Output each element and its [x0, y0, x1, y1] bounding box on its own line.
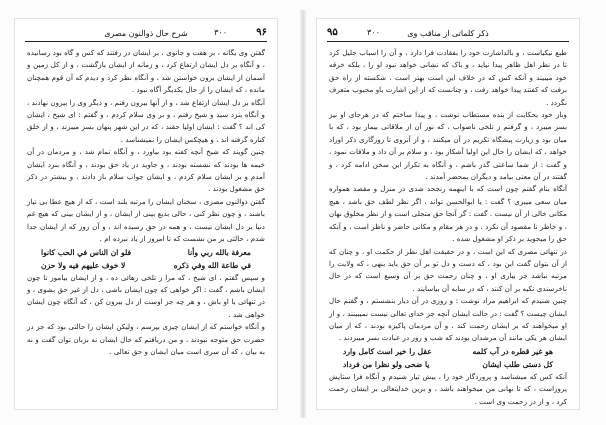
left-page [14, 18, 278, 410]
right-verse-1 [329, 345, 567, 358]
right-verse-2 [329, 358, 567, 371]
right-page [316, 18, 580, 410]
right-paragraph-5: چنین شنیدم که ابراهیم مراد نوشت : و روزی در آن دیار بنشستم ، و گفتم حال ایشان چیست ؟ گفت : در حالت ایشان آنچه جز خدای تعالی نیست نمیبینند ، و از او میخواهند که بر ایشان رحمت کند ، و آن مردمان پاکیزه بودند ، که از میان ایشان هر یکی مانند آن مرشدان بودند که شب و روز در عبادت بسر میبردند . [329, 296, 567, 343]
left-paragraph-5: و سپس گفتم ، ای شیخ ، که مرا ز تلخی رهائی ده ، و از ایشان بیاموز تا چون ایشان باشم ، گفت : اگر خواهی که چون ایشان باشی ، دل از غیر حق بشوی ، و در تنهائی با او باش ، و هر چه جز اوست از دل بیرون کن ، که آنگاه چون ایشان خواهی شد . [27, 272, 265, 319]
right-page-header [327, 27, 569, 42]
right-paragraph-2: وباز خود بحکایت از بنده مستطاب نوشت ، و پیدا ساختم که در هرجای او نیز بسر میبرد ، و گرفتم ز تلخی ناصواب ، که نور آن از ملاقاتی بیمار بود ، که با میان بود و زیارت پیشگاه تکریم در آن میکنند ، و از آنروی تا روزگاری ذکر اوراد خواهد ، که ایشان را حال این اولیا آشکار بود ، و سلام بر آن داد و ملاقات نمود ، و گفت : از شما ساعتی گذر باشم ، و آنگاه به تکرار این سخن ادامه کرد ، و گفتند در آن معنی بیامد و دیگران بمحضر آمدند . [329, 110, 567, 182]
book-gutter [300, 10, 306, 418]
left-paragraph-1: گفتن وی یگانه ، بر هفت و جانوی ، بر ایشان در رفتند که کس و گاه بود رسانیده ، و آنگاه بر دل ایشان ارتفاع کرد ، و زمانه از ایشان بازگشت ، و از کل زمین و آسمان از ایشان برون خواستن شد ، و آنگاه نظر کرد و دیدم که آن قوم همچنان مانده ، که ایشان را از حال یکدیگر آگاه نبود . [27, 48, 265, 95]
right-page-body [329, 47, 567, 406]
left-verse-1-b: فلو ان الناس في الحب كانوا [41, 247, 132, 257]
left-verse-2-b: لا خوف عليهم فيه ولا حزن [41, 260, 126, 270]
left-page-number: ۹۶ [256, 27, 267, 38]
left-verse-1 [27, 246, 265, 259]
right-verse-2-a: کل دستی طلب ایشان [482, 359, 553, 369]
right-paragraph-4: در تنهائی مصری که این است ، و در حقیقت اهل نظر از حکمت او ، و چنان که از آن بتوان گفت این بود ، که دست و دل تو بر آن حق باید بنهی ، که ولایت را مرتبه نباشد جز بیاری او ، و چنان رحمت حق بر آن وسیع است که در حال ناخرسندی تکیه بر آن کنند ، که در سایه آن بیاسایند . [329, 246, 567, 293]
left-page-header [25, 27, 267, 42]
right-page-title: ذکر کلماتی از مناقب وی [407, 29, 489, 38]
left-page-folio: ۳۰۰ [214, 28, 227, 37]
left-verse-1-a: معرفة بالله ربي وأنا [187, 247, 251, 257]
left-closing: و آنگاه خواستم که از ایشان چیزی بپرسم ، ولیکن ایشان را حالتی بود که جز در حضرت حق متوجه نبودند ، و من دریافتم که حال ایشان نه بزبان توان گفت و نه به بیان ، که آن سری است میان ایشان و حق تعالی . [27, 322, 265, 356]
right-paragraph-1: طبع نیکیاست ، و بالداشارت خود را بفقادت فرا دارد ، و آن را اسباب جلیل کرد تا در نظر اهل ظاهر پیدا نیاید ، و باک که نشانی خواهد نبود او را ، بلکه خرقه خود میبیند و آنکه کس که در خلاف این است بهتر است ، شکسته از راه حق برفت که کفتند پیدا خواهد رفت ، و چنانست که از این اشارت باو محبوب متعرف نگردد . [329, 48, 567, 107]
left-paragraph-2: آنگاه بر دل ایشان ارتفاع شد ، و از آنها بیرون رفتم ، و دیگر وی را بیرون نهادند ، و آنگاه بنزد سید و شیخ رفتم ، و بر وی سلام کردم ، و گفتم : ای شیخ ، ایشان کی اند ؟ گفت : ایشان اولیا حقند ، که در این شهر پنهان بسر میبرند ، و از خلق کناره گرفته اند ، و هیچکس ایشان را نمیشناسد . [27, 97, 265, 144]
left-verse-2 [27, 259, 265, 272]
right-closing: آنکه کس که میشناسد و پروردگار خود را ، بیش تیار شنیدم و آنگاه فرا ستایش پروراست ، که تا نهانی من میخواهند باشد ، و برین خدایتعالی بر ایشان رحمت کرد ، و از در رحمت وی است . [329, 371, 567, 406]
right-page-folio: ۳۰۰ [367, 28, 380, 37]
right-verse-1-a: هو غیر قطره در آب کلمه [472, 346, 553, 356]
right-page-number: ۹۵ [327, 27, 338, 38]
left-paragraph-3: چنین گویند که شیخ آنچه کفته بود بیاورد ، و آنگاه تمام شد ، و مردمان در آن خیمه ها بودند که نشسته بودند ، و جاوید در یاد حق بودند ، و آنگاه بنزد ایشان آمدم و بر ایشان سلام کردم ، و ایشان جواب سلام باز دادند ، و بیشتر در ذکر حق مشغول بودند . [27, 147, 265, 194]
left-page-body [27, 47, 265, 399]
right-verse-2-b: یا ضحی ولو نظرا من فرداد [343, 359, 430, 369]
left-verse-2-a: في طاعة الله وفي ذكره [173, 260, 251, 270]
right-paragraph-3: آنگاه بنام گفتم چون است که با اینهمه رنجحد شدی در منزل و مقصد همواره میان سعی میبری ؟ گفت : یا ابوالحسن تواند ، اگر نظر لطف حق باشد ، هیچ مکانی خالی از آن نیست . گفت : گر آنجا حق متجلی است و از نظر مخلوق نهان ، و خاطر تا مقصود آن نکرد ، و در هر مقام و مکانی حاضر و ناظر است ، و آنکه حق را میجوید بر ذکر او مشغول شده . [329, 184, 567, 244]
left-paragraph-4: گفتن ذوالنون مصری ، سخنان ایشان را مرتبه بلند است ، که از هیچ عطا بی نیاز باشند ، و چون نظر کنی ، حالی بدیع بینی از ایشان ، و از ایشان بینی که هیچ غم دنیا بر دل ایشان نیست ، و همه در حق رسیده اند ، و آن روز که از ایشان جدا شدم ، حالتی بر من نشست که تا امروز از یاد نبرده ام . [27, 196, 265, 244]
right-verse-1-b: عقل را خیر است کامل وارد [343, 346, 432, 356]
left-page-title: شرح حال ذوالنون مصری [104, 29, 188, 38]
